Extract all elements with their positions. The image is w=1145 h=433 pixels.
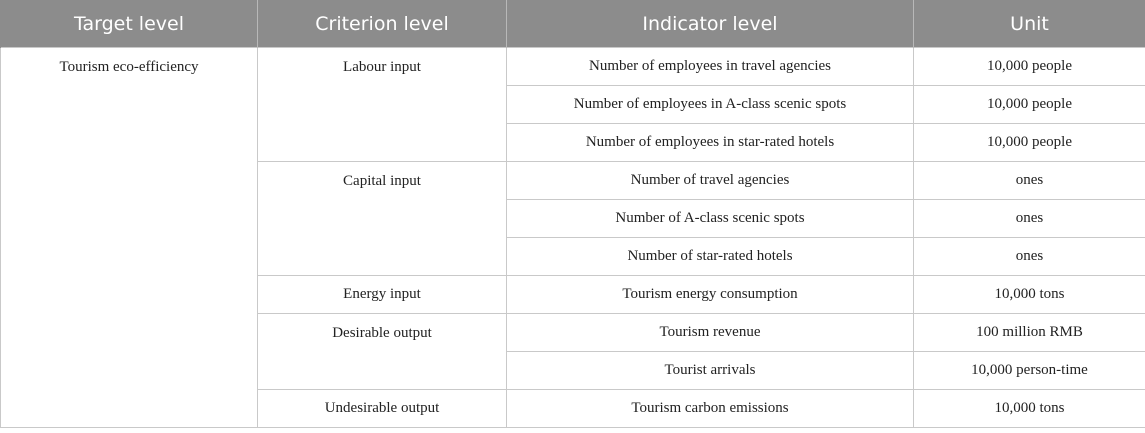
header-row — [1, 0, 1145, 48]
unit-cell: ones — [914, 238, 1145, 276]
unit-cell: 10,000 tons — [914, 390, 1145, 428]
indicator-cell: Number of A-class scenic spots — [507, 200, 914, 238]
indicator-cell: Number of employees in star-rated hotels — [507, 124, 914, 162]
table-row — [1, 48, 1145, 86]
indicator-cell: Number of travel agencies — [507, 162, 914, 200]
header-unit: Unit — [914, 0, 1145, 48]
header-indicator-level: Indicator level — [507, 0, 914, 48]
unit-cell: 10,000 person-time — [914, 352, 1145, 390]
indicator-cell: Number of employees in A-class scenic spots — [507, 86, 914, 124]
unit-cell: ones — [914, 200, 1145, 238]
unit-cell: 10,000 people — [914, 124, 1145, 162]
target-level-cell: Tourism eco-efficiency — [1, 48, 258, 428]
indicator-cell: Tourism revenue — [507, 314, 914, 352]
unit-cell: 100 million RMB — [914, 314, 1145, 352]
header-target-level: Target level — [1, 0, 258, 48]
unit-cell: ones — [914, 162, 1145, 200]
criterion-cell: Capital input — [258, 162, 507, 276]
criterion-cell: Labour input — [258, 48, 507, 162]
indicator-cell: Number of star-rated hotels — [507, 238, 914, 276]
criterion-cell: Undesirable output — [258, 390, 507, 428]
unit-cell: 10,000 people — [914, 48, 1145, 86]
unit-cell: 10,000 tons — [914, 276, 1145, 314]
indicator-cell: Tourist arrivals — [507, 352, 914, 390]
indicator-cell: Tourism carbon emissions — [507, 390, 914, 428]
indicator-cell: Tourism energy consumption — [507, 276, 914, 314]
header-criterion-level: Criterion level — [258, 0, 507, 48]
unit-cell: 10,000 people — [914, 86, 1145, 124]
criterion-cell: Desirable output — [258, 314, 507, 390]
criterion-cell: Energy input — [258, 276, 507, 314]
indicator-cell: Number of employees in travel agencies — [507, 48, 914, 86]
